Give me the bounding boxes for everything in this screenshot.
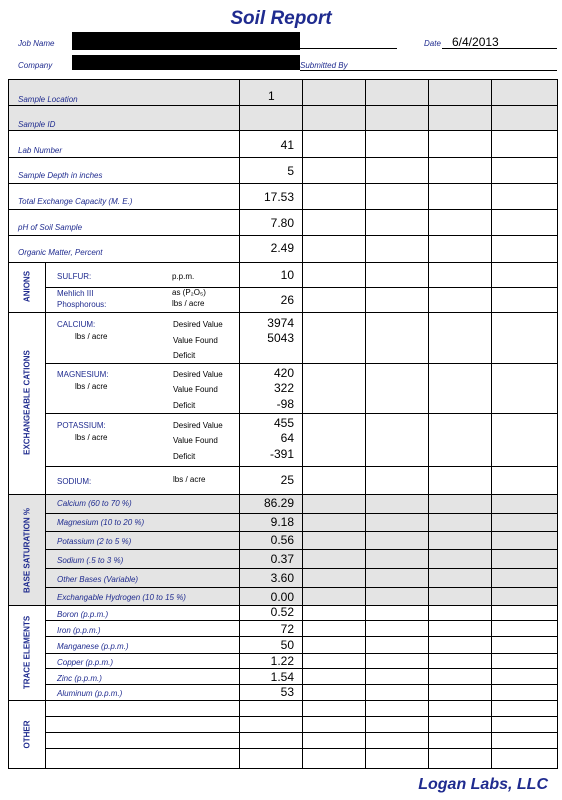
copper-value: 1.22 — [270, 654, 294, 668]
ph-label: pH of Soil Sample — [18, 223, 83, 232]
magnesium-deficit-label: Deficit — [173, 401, 196, 410]
phosphorous-value: 26 — [280, 293, 294, 307]
organic-matter-label: Organic Matter, Percent — [18, 248, 103, 257]
date-label: Date — [424, 39, 441, 48]
manganese-value: 50 — [280, 638, 294, 652]
potassium-deficit-value: -391 — [269, 447, 294, 461]
potassium-deficit-label: Deficit — [173, 452, 196, 461]
zinc-value: 1.54 — [270, 670, 294, 684]
footer-logo-text: Logan Labs, LLC — [418, 776, 548, 793]
potassium-found-value: 64 — [280, 431, 294, 445]
bs-sodium-value: 0.37 — [270, 552, 294, 566]
aluminum-value: 53 — [280, 685, 294, 699]
magnesium-unit: lbs / acre — [75, 382, 108, 391]
sodium-unit: lbs / acre — [173, 475, 206, 484]
job-name-label: Job Name — [18, 39, 55, 48]
calcium-found-value: 5043 — [267, 331, 294, 345]
bs-hydrogen-value: 0.00 — [270, 590, 294, 604]
magnesium-desired-value: 420 — [273, 366, 294, 380]
bs-calcium-label: Calcium (60 to 70 %) — [57, 499, 132, 508]
sample-id-label: Sample ID — [18, 120, 56, 129]
mehlich-label: Mehlich III — [57, 289, 94, 298]
calcium-label: CALCIUM: — [57, 320, 96, 329]
organic-matter-value: 2.49 — [270, 241, 294, 255]
zinc-label: Zinc (p.p.m.) — [57, 674, 102, 683]
potassium-desired-value: 455 — [273, 416, 294, 430]
date-value: 6/4/2013 — [452, 35, 499, 49]
bs-calcium-value: 86.29 — [263, 496, 294, 510]
bs-sodium-label: Sodium (.5 to 3 %) — [57, 556, 124, 565]
phosphorous-unit-1: as (P₂O₅) — [172, 288, 206, 297]
sulfur-value: 10 — [280, 268, 294, 282]
phosphorous-label: Phosphorous: — [57, 300, 107, 309]
other-section-label: OTHER — [22, 720, 32, 749]
anions-section-label: ANIONS — [22, 270, 32, 303]
boron-label: Boron (p.p.m.) — [57, 610, 109, 619]
bs-hydrogen-label: Exchangable Hydrogen (10 to 15 %) — [57, 593, 186, 602]
magnesium-found-value: 322 — [273, 381, 294, 395]
cations-section-label: EXCHANGEABLE CATIONS — [22, 350, 32, 455]
page-title: Soil Report — [230, 8, 332, 29]
calcium-unit: lbs / acre — [75, 332, 108, 341]
manganese-label: Manganese (p.p.m.) — [57, 642, 129, 651]
company-label: Company — [18, 61, 53, 70]
ph-value: 7.80 — [270, 216, 294, 230]
iron-label: Iron (p.p.m.) — [57, 626, 101, 635]
base-saturation-section-label: BASE SATURATION % — [22, 507, 32, 594]
trace-elements-section-label: TRACE ELEMENTS — [22, 615, 32, 690]
sample-location-value: 1 — [268, 89, 275, 103]
magnesium-label: MAGNESIUM: — [57, 370, 109, 379]
sample-depth-value: 5 — [287, 164, 294, 178]
calcium-deficit-label: Deficit — [173, 351, 196, 360]
sulfur-label: SULFUR: — [57, 272, 92, 281]
calcium-desired-label: Desired Value — [173, 320, 223, 329]
copper-label: Copper (p.p.m.) — [57, 658, 114, 667]
calcium-desired-value: 3974 — [267, 316, 294, 330]
magnesium-deficit-value: -98 — [276, 397, 294, 411]
potassium-found-label: Value Found — [173, 436, 218, 445]
tec-label: Total Exchange Capacity (M. E.) — [18, 197, 133, 206]
magnesium-found-label: Value Found — [173, 385, 218, 394]
bs-other-bases-value: 3.60 — [270, 571, 294, 585]
bs-potassium-label: Potassium (2 to 5 %) — [57, 537, 132, 546]
boron-value: 0.52 — [270, 605, 294, 619]
tec-value: 17.53 — [263, 190, 294, 204]
magnesium-desired-label: Desired Value — [173, 370, 223, 379]
sample-depth-label: Sample Depth in inches — [18, 171, 103, 180]
bs-magnesium-label: Magnesium (10 to 20 %) — [57, 518, 145, 527]
lab-number-value: 41 — [280, 138, 294, 152]
lab-number-label: Lab Number — [18, 146, 63, 155]
sample-location-label: Sample Location — [18, 95, 78, 104]
sodium-label: SODIUM: — [57, 477, 92, 486]
potassium-desired-label: Desired Value — [173, 421, 223, 430]
aluminum-label: Aluminum (p.p.m.) — [57, 689, 123, 698]
bs-other-bases-label: Other Bases (Variable) — [57, 575, 139, 584]
sulfur-unit: p.p.m. — [172, 272, 195, 281]
bs-magnesium-value: 9.18 — [270, 515, 294, 529]
potassium-label: POTASSIUM: — [57, 421, 106, 430]
calcium-found-label: Value Found — [173, 336, 218, 345]
submitted-by-label: Submitted By — [300, 61, 348, 70]
sodium-value: 25 — [280, 473, 294, 487]
potassium-unit: lbs / acre — [75, 433, 108, 442]
iron-value: 72 — [280, 622, 294, 636]
phosphorous-unit-2: lbs / acre — [172, 299, 205, 308]
bs-potassium-value: 0.56 — [270, 533, 294, 547]
